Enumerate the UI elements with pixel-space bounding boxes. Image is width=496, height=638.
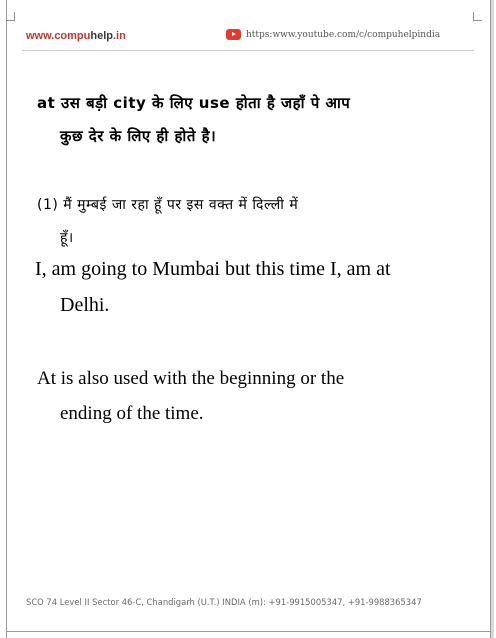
page-border-left: [6, 0, 7, 638]
header-divider: [22, 50, 474, 51]
crop-mark-top-left: [6, 20, 15, 21]
example-hindi-line: हूँ।: [60, 230, 74, 246]
hindi-intro-line: at उस बड़ी city के लिए use होता है जहाँ पे आप: [37, 94, 351, 112]
brand-text-part: help: [90, 30, 113, 42]
footer-address: SCO 74 Level II Sector 46-C, Chandigarh (U.T.) INDIA (m): +91-9915005347, +91-9988365347: [26, 597, 422, 607]
rule-text-line: At is also used with the beginning or the: [37, 368, 345, 389]
brand-text-part: www.compu: [26, 30, 91, 42]
page-shadow: [491, 0, 494, 638]
site-brand-link[interactable]: [26, 30, 126, 42]
hindi-intro-line: कुछ देर के लिए ही होते है।: [60, 127, 217, 145]
rule-text-line: ending of the time.: [60, 403, 204, 424]
example-english-line: Delhi.: [60, 294, 110, 316]
youtube-link[interactable]: [226, 29, 440, 40]
example-english-line: I, am going to Mumbai but this time I, am at: [35, 258, 391, 280]
example-hindi-line: (1) मैं मुम्बई जा रहा हूँ पर इस वक्त में दिल्ली में: [37, 197, 299, 213]
youtube-url: https:www.youtube.com/c/compuhelpindia: [246, 29, 441, 40]
page-border-bottom: [6, 631, 491, 632]
brand-text-part: .in: [113, 30, 126, 42]
crop-mark-top-right: [473, 20, 482, 21]
youtube-play-icon: [226, 29, 241, 40]
